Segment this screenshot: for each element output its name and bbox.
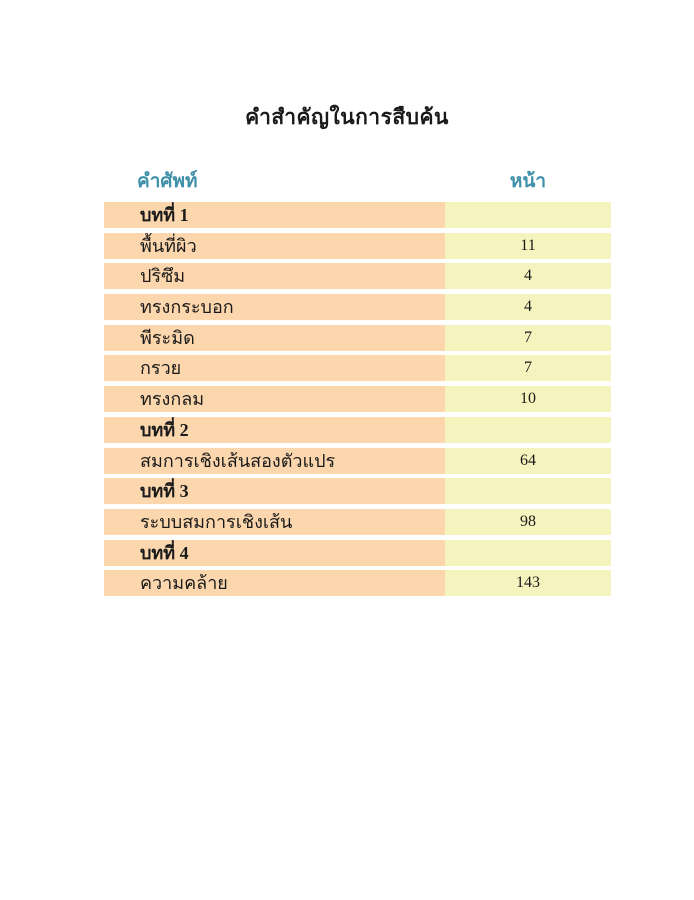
term-cell: บทที่ 4: [104, 540, 445, 566]
table-row: [104, 448, 611, 474]
term-cell: ระบบสมการเชิงเส้น: [104, 509, 445, 535]
column-header-term: คำศัพท์: [137, 171, 198, 192]
table-row: [104, 294, 611, 320]
table-row: [104, 509, 611, 535]
table-row: [104, 540, 611, 566]
table-row: [104, 417, 611, 443]
table-row: [104, 202, 611, 228]
term-cell: บทที่ 3: [104, 478, 445, 504]
table-row: [104, 263, 611, 289]
page-number-cell: 7: [445, 355, 611, 381]
page-number-cell: 4: [445, 294, 611, 320]
term-cell: กรวย: [104, 355, 445, 381]
table-column-headers: [104, 166, 611, 196]
page-number-cell: 4: [445, 263, 611, 289]
page-number-cell: 143: [445, 570, 611, 596]
page-number-cell: [445, 478, 611, 504]
term-cell: ความคล้าย: [104, 570, 445, 596]
keyword-index-table: [104, 202, 611, 601]
term-cell: บทที่ 2: [104, 417, 445, 443]
table-row: [104, 386, 611, 412]
table-row: [104, 478, 611, 504]
page-number-cell: 64: [445, 448, 611, 474]
page-title: คำสำคัญในการสืบค้น: [245, 105, 449, 129]
page-number-cell: [445, 540, 611, 566]
page-number-cell: [445, 417, 611, 443]
term-cell: พีระมิด: [104, 325, 445, 351]
column-header-page: หน้า: [509, 171, 547, 192]
term-cell: บทที่ 1: [104, 202, 445, 228]
term-cell: ทรงกลม: [104, 386, 445, 412]
term-cell: ทรงกระบอก: [104, 294, 445, 320]
table-row: [104, 355, 611, 381]
page-number-cell: [445, 202, 611, 228]
table-row: [104, 570, 611, 596]
term-cell: พื้นที่ผิว: [104, 233, 445, 259]
term-cell: สมการเชิงเส้นสองตัวแปร: [104, 448, 445, 474]
page-number-cell: 98: [445, 509, 611, 535]
table-row: [104, 325, 611, 351]
page-number-cell: 7: [445, 325, 611, 351]
page-number-cell: 11: [445, 233, 611, 259]
term-cell: ปริซึม: [104, 263, 445, 289]
page-number-cell: 10: [445, 386, 611, 412]
table-row: [104, 233, 611, 259]
